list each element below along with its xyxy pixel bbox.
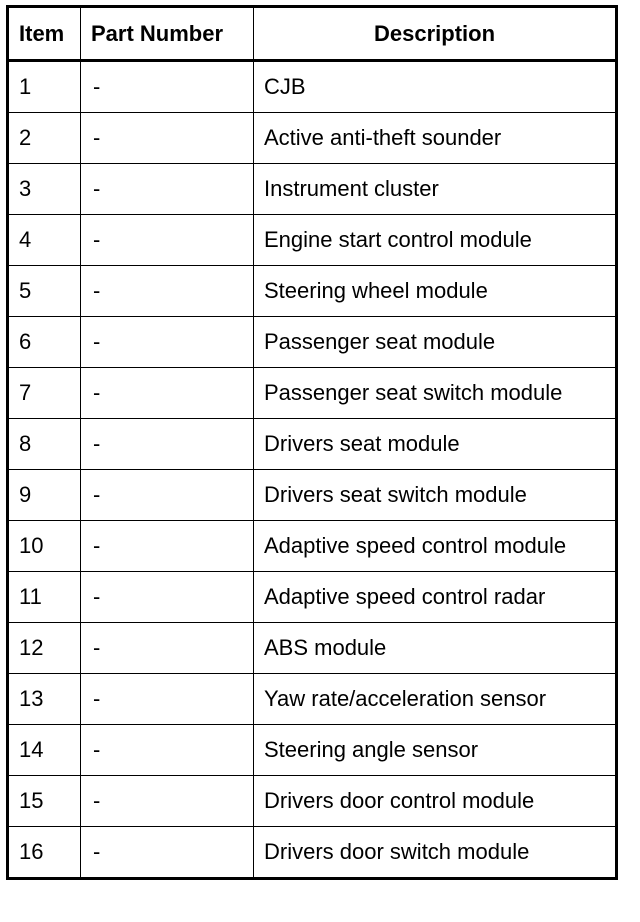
cell-part-number: - [81, 827, 254, 879]
parts-table [6, 5, 618, 880]
table-row [8, 623, 617, 674]
cell-description: CJB [254, 61, 617, 113]
header-description: Description [254, 7, 617, 61]
cell-item: 3 [8, 164, 81, 215]
cell-part-number: - [81, 674, 254, 725]
cell-item: 5 [8, 266, 81, 317]
cell-part-number: - [81, 725, 254, 776]
cell-item: 11 [8, 572, 81, 623]
cell-description: ABS module [254, 623, 617, 674]
cell-item: 1 [8, 61, 81, 113]
cell-part-number: - [81, 521, 254, 572]
cell-part-number: - [81, 266, 254, 317]
table-row [8, 827, 617, 879]
cell-item: 4 [8, 215, 81, 266]
table-row [8, 470, 617, 521]
table-row [8, 521, 617, 572]
table-row [8, 572, 617, 623]
cell-description: Adaptive speed control radar [254, 572, 617, 623]
cell-item: 9 [8, 470, 81, 521]
cell-part-number: - [81, 215, 254, 266]
cell-part-number: - [81, 623, 254, 674]
cell-description: Active anti-theft sounder [254, 113, 617, 164]
cell-description: Drivers door switch module [254, 827, 617, 879]
cell-part-number: - [81, 61, 254, 113]
cell-part-number: - [81, 572, 254, 623]
cell-part-number: - [81, 470, 254, 521]
table-row [8, 164, 617, 215]
cell-item: 14 [8, 725, 81, 776]
table-row [8, 317, 617, 368]
cell-description: Drivers door control module [254, 776, 617, 827]
cell-description: Adaptive speed control module [254, 521, 617, 572]
cell-part-number: - [81, 368, 254, 419]
table-header-row [8, 7, 617, 61]
cell-item: 13 [8, 674, 81, 725]
table-row [8, 368, 617, 419]
header-part-number: Part Number [81, 7, 254, 61]
cell-description: Passenger seat module [254, 317, 617, 368]
cell-description: Yaw rate/acceleration sensor [254, 674, 617, 725]
cell-description: Drivers seat module [254, 419, 617, 470]
cell-item: 12 [8, 623, 81, 674]
table-row [8, 674, 617, 725]
table-row [8, 266, 617, 317]
cell-part-number: - [81, 113, 254, 164]
cell-item: 2 [8, 113, 81, 164]
cell-item: 16 [8, 827, 81, 879]
table-row [8, 113, 617, 164]
cell-part-number: - [81, 419, 254, 470]
cell-part-number: - [81, 164, 254, 215]
cell-description: Instrument cluster [254, 164, 617, 215]
cell-part-number: - [81, 317, 254, 368]
cell-item: 10 [8, 521, 81, 572]
table-row [8, 725, 617, 776]
cell-item: 7 [8, 368, 81, 419]
table-row [8, 419, 617, 470]
cell-item: 6 [8, 317, 81, 368]
cell-description: Steering wheel module [254, 266, 617, 317]
cell-description: Steering angle sensor [254, 725, 617, 776]
table-row [8, 61, 617, 113]
table-row [8, 776, 617, 827]
cell-description: Passenger seat switch module [254, 368, 617, 419]
table-row [8, 215, 617, 266]
cell-description: Engine start control module [254, 215, 617, 266]
cell-item: 15 [8, 776, 81, 827]
cell-description: Drivers seat switch module [254, 470, 617, 521]
cell-part-number: - [81, 776, 254, 827]
header-item: Item [8, 7, 81, 61]
cell-item: 8 [8, 419, 81, 470]
